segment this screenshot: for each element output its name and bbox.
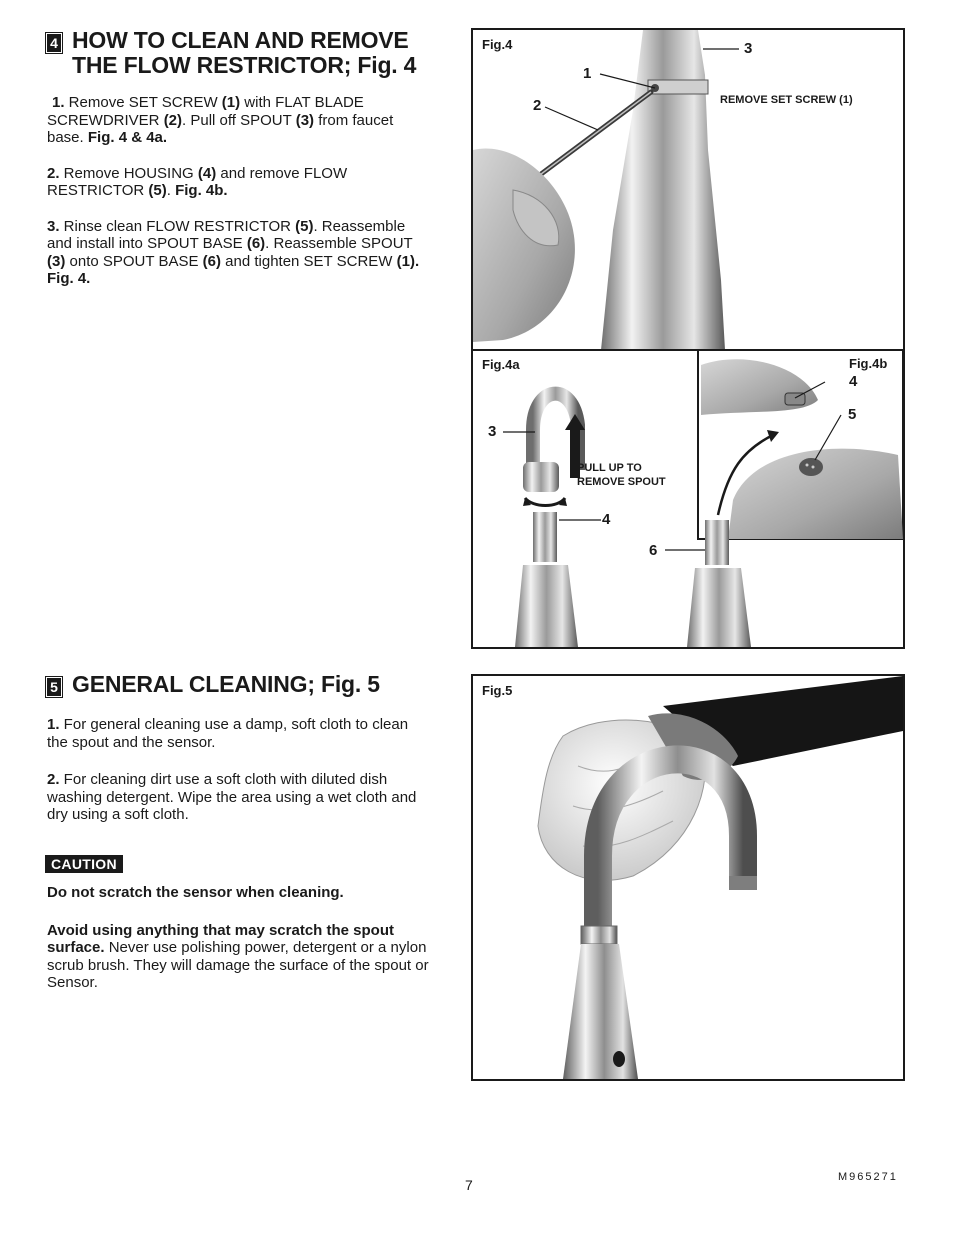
text-run: 2. — [47, 771, 60, 788]
figure-5-panel — [471, 674, 905, 1081]
model-number: M965271 — [838, 1171, 898, 1183]
section-4-header — [45, 28, 416, 78]
fig4a-callout-3: 3 — [488, 423, 497, 440]
text-run: (5) — [148, 182, 167, 199]
section-5-step-2 — [47, 771, 432, 824]
text-run: and remove FLOW RESTRICTOR — [47, 164, 348, 199]
text-run: with FLAT BLADE SCREWDRIVER — [47, 94, 364, 129]
text-run: and tighten SET SCREW — [220, 252, 397, 270]
caution-text — [47, 884, 432, 992]
section-4-step-2 — [47, 165, 432, 200]
page-number: 7 — [465, 1177, 473, 1193]
fig4b-label: Fig.4b — [849, 356, 888, 371]
fig5-label: Fig.5 — [482, 683, 513, 698]
text-run: onto SPOUT BASE — [65, 252, 203, 270]
section-4-step-3 — [47, 218, 432, 288]
text-run: (6) — [202, 252, 221, 270]
text-run: (1) — [221, 94, 241, 111]
caution-para-2 — [47, 922, 432, 992]
fig4a-note: PULL UP TO REMOVE SPOUT — [577, 462, 666, 488]
text-run: 1. — [52, 94, 65, 111]
text-run: Fig. 4 & 4a. — [87, 129, 168, 146]
text-run: . — [166, 182, 176, 199]
text-run: (6) — [246, 235, 266, 252]
text-run: Never use polishing power, detergent or a nylon scrub brush. They will damage the surface of the spout or Sensor. — [47, 939, 429, 991]
section-4-title: HOW TO CLEAN AND REMOVE THE FLOW RESTRICTOR; Fig. 4 — [72, 27, 417, 78]
fig4b-callout-4: 4 — [849, 373, 858, 390]
fig4-label: Fig.4 — [482, 37, 513, 52]
fig4-callout-3: 3 — [744, 40, 753, 57]
text-run: Avoid using anything that may scratch the spout surface. — [47, 921, 394, 956]
section-4-number: 4 — [45, 32, 63, 54]
caution-label: CAUTION — [45, 855, 123, 873]
figure-4-illustration — [473, 30, 903, 647]
fig4a-label: Fig.4a — [482, 357, 520, 372]
figure-4-panel — [471, 28, 905, 649]
fig4-photo — [473, 30, 903, 350]
text-run: from faucet base. — [47, 111, 394, 146]
text-run: 3. — [47, 217, 60, 235]
caution-para-1 — [47, 884, 432, 902]
text-run: Remove HOUSING — [59, 164, 198, 182]
text-run: (1). Fig. 4. — [47, 252, 420, 287]
fig4a-callout-6: 6 — [649, 542, 658, 559]
text-run: (5) — [295, 217, 314, 235]
text-run: (2) — [163, 111, 183, 129]
section-5-header — [45, 672, 380, 698]
text-run: 2. — [47, 164, 60, 182]
fig4b-callout-5: 5 — [848, 406, 857, 423]
section-4-steps — [47, 94, 432, 288]
figure-5-illustration — [473, 676, 903, 1079]
section-5-steps — [47, 716, 432, 824]
fig4-callout-1: 1 — [583, 65, 592, 82]
section-5-title: GENERAL CLEANING; Fig. 5 — [72, 671, 380, 697]
text-run: (4) — [197, 164, 217, 182]
text-run: For general cleaning use a damp, soft cloth to clean the spout and the sensor. — [47, 716, 409, 751]
text-run: Remove SET SCREW — [64, 94, 222, 111]
text-run: Do not scratch the sensor when cleaning. — [47, 884, 344, 901]
text-run: Fig. 4b. — [175, 182, 228, 199]
fig4-callout-2: 2 — [533, 97, 542, 114]
text-run: . Reassemble and install into SPOUT BASE — [47, 217, 406, 252]
text-run: . Pull off SPOUT — [182, 111, 296, 129]
sensor-window — [613, 1051, 625, 1067]
caution-badge — [45, 856, 123, 874]
text-run: For cleaning dirt use a soft cloth with diluted dish washing detergent. Wipe the area using a wet cloth and dry using a soft cloth. — [47, 771, 417, 823]
text-run: (3) — [295, 111, 315, 129]
section-5-number: 5 — [45, 676, 63, 698]
fig4-note: REMOVE SET SCREW (1) — [720, 94, 853, 106]
text-run: . Reassemble SPOUT — [265, 235, 413, 252]
section-4-step-1 — [47, 94, 432, 147]
text-run: 1. — [47, 716, 60, 733]
fig4a-callout-4: 4 — [602, 511, 611, 528]
section-5-step-1 — [47, 716, 432, 751]
text-run: Rinse clean FLOW RESTRICTOR — [59, 217, 296, 235]
text-run: (3) — [47, 252, 66, 270]
